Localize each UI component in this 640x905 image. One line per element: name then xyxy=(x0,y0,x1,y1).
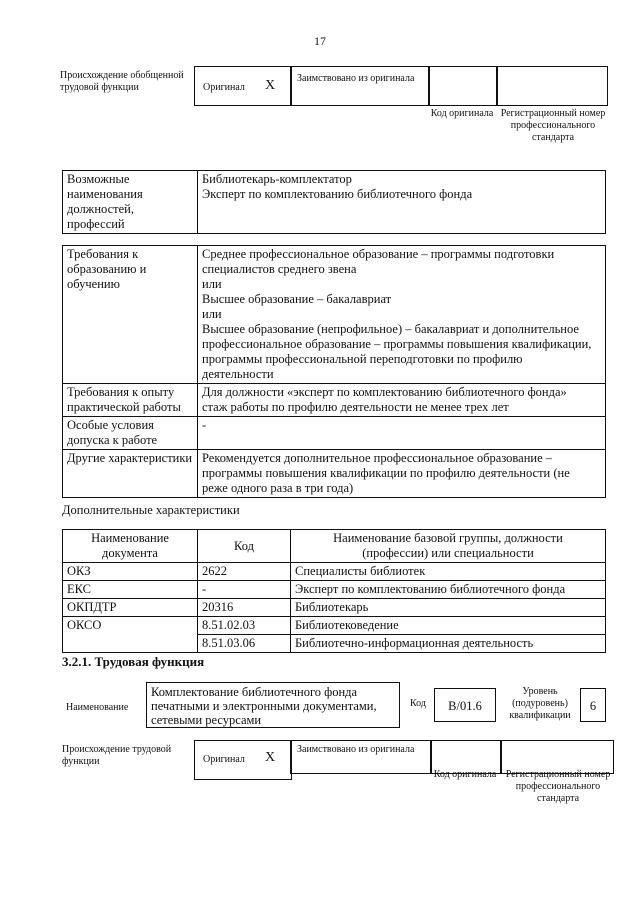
other-value xyxy=(198,450,606,498)
origin-code-caption: Код оригинала xyxy=(430,108,494,119)
other-line: программы повышения квалификации по профилю деятельности (не xyxy=(202,466,570,480)
row-doc: ОКЗ xyxy=(63,563,198,581)
education-line: профессиональное образование – программы повышения квалификации, xyxy=(202,337,592,351)
origin2-code-caption: Код оригинала xyxy=(433,769,497,780)
experience-line: Для должности «эксперт по комплектованию библиотечного фонда» xyxy=(202,385,567,399)
header-name: Наименование базовой группы, должности (профессии) или специальности xyxy=(291,530,606,563)
other-line: Рекомендуется дополнительное профессиональное образование – xyxy=(202,451,553,465)
section-heading: 3.2.1. Трудовая функция xyxy=(62,654,205,669)
education-line: или xyxy=(202,277,222,291)
row-name: Библиотекарь xyxy=(291,599,606,617)
origin2-reg-caption: Регистрационный номер профессионального стандарта xyxy=(505,769,611,804)
additional-table xyxy=(62,529,606,653)
education-line: или xyxy=(202,307,222,321)
education-line: Среднее профессиональное образование – программы подготовки xyxy=(202,247,555,261)
education-label: Требования к образованию и обучению xyxy=(63,246,198,384)
origin-reg-cell xyxy=(496,66,608,106)
header-code: Код xyxy=(198,530,291,563)
positions-label: Возможные наименования должностей, профессий xyxy=(63,171,198,234)
origin-original-label: Оригинал xyxy=(203,82,245,93)
special-conditions-value xyxy=(198,417,606,450)
position-line: Эксперт по комплектованию библиотечного фонда xyxy=(202,187,473,201)
origin2-borrowed-label: Заимствовано из оригинала xyxy=(297,744,415,755)
qualification-level-label: Уровень (подуровень) квалификации xyxy=(509,686,571,721)
row-code: 8.51.02.03 xyxy=(198,617,291,635)
row-code: - xyxy=(198,581,291,599)
origin2-mark: X xyxy=(265,750,276,765)
origin-borrowed-cell xyxy=(290,66,430,106)
education-line: Высшее образование – бакалавриат xyxy=(202,292,392,306)
origin-borrowed-label: Заимствовано из оригинала xyxy=(297,73,415,84)
origin-original-cell xyxy=(194,66,292,106)
row-name: Библиотековедение xyxy=(291,617,606,635)
education-line: деятельности xyxy=(202,367,274,381)
additional-title: Дополнительные характеристики xyxy=(62,503,240,517)
row-code: 2622 xyxy=(198,563,291,581)
table-row xyxy=(63,599,606,617)
qualification-level-value: 6 xyxy=(580,688,606,722)
positions-table xyxy=(62,170,606,234)
header-document: Наименование документа xyxy=(63,530,198,563)
special-conditions-label: Особые условия допуска к работе xyxy=(63,417,198,450)
education-line: Высшее образование (непрофильное) – бакалавриат и дополнительное xyxy=(202,322,579,336)
function-name-box xyxy=(146,682,400,728)
row-name: Эксперт по комплектованию библиотечного фонда xyxy=(291,581,606,599)
education-line: специалистов среднего звена xyxy=(202,262,357,276)
origin2-borrowed-cell xyxy=(290,740,432,774)
row-doc: ОКСО xyxy=(63,617,198,653)
special-conditions-line: - xyxy=(202,418,207,432)
function-name-line: Комплектование библиотечного фонда xyxy=(151,685,358,699)
function-name-line: сетевыми ресурсами xyxy=(151,713,262,727)
origin-code-cell xyxy=(428,66,498,106)
origin-label: Происхождение обобщенной трудовой функции xyxy=(60,70,184,93)
experience-line: стаж работы по профилю деятельности не менее трех лет xyxy=(202,400,509,414)
experience-value xyxy=(198,384,606,417)
education-value xyxy=(198,246,606,384)
positions-value xyxy=(198,171,606,234)
row-doc: ЕКС xyxy=(63,581,198,599)
row-name: Библиотечно-информационная деятельность xyxy=(291,635,606,653)
other-label: Другие характеристики xyxy=(63,450,198,498)
table-row xyxy=(63,581,606,599)
function-code-value: B/01.6 xyxy=(434,688,496,722)
education-line: программы профессиональной переподготовки по профилю xyxy=(202,352,523,366)
row-code: 8.51.03.06 xyxy=(198,635,291,653)
position-line: Библиотекарь-комплектатор xyxy=(202,172,352,186)
other-line: реже одного раза в три года) xyxy=(202,481,354,495)
row-code: 20316 xyxy=(198,599,291,617)
table-row xyxy=(63,617,606,635)
experience-label: Требования к опыту практической работы xyxy=(63,384,198,417)
function-code-label: Код xyxy=(410,698,426,709)
row-name: Специалисты библиотек xyxy=(291,563,606,581)
origin2-original-cell xyxy=(194,740,292,780)
requirements-table xyxy=(62,245,606,498)
origin-mark: X xyxy=(265,78,276,93)
origin-reg-caption: Регистрационный номер профессионального стандарта xyxy=(500,108,606,143)
function-name-line: печатными и электронными документами, xyxy=(151,699,377,713)
page-number: 17 xyxy=(314,34,326,48)
table-row xyxy=(63,563,606,581)
origin2-label: Происхождение трудовой функции xyxy=(62,744,172,767)
function-name-label: Наименование xyxy=(66,702,129,713)
row-doc: ОКПДТР xyxy=(63,599,198,617)
origin2-original-label: Оригинал xyxy=(203,754,245,765)
